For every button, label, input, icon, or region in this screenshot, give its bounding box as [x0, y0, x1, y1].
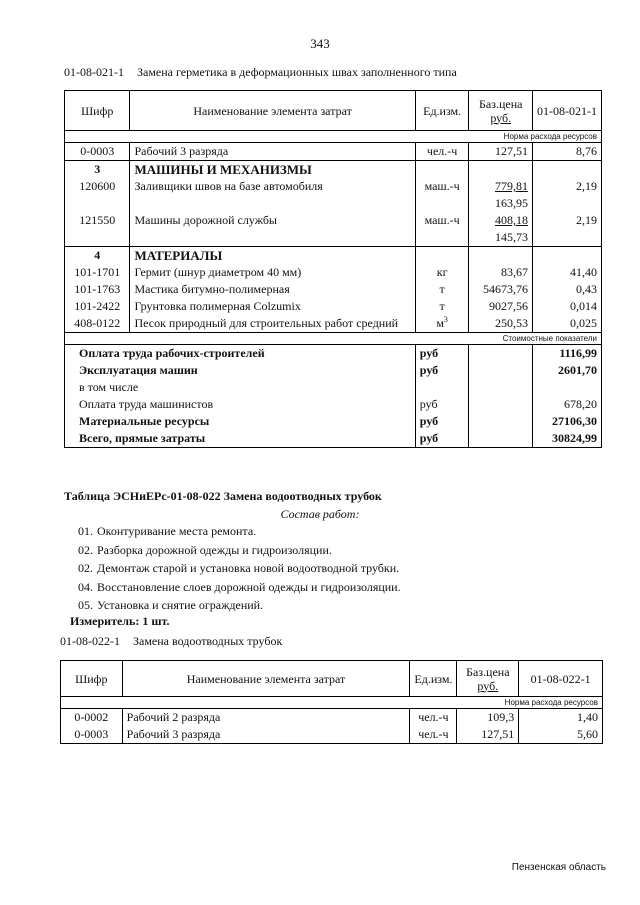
summary-unit: руб — [415, 413, 469, 430]
group-title: МАШИНЫ И МЕХАНИЗМЫ — [130, 161, 415, 179]
list-item — [78, 559, 401, 578]
summary-unit: руб — [415, 362, 469, 379]
norm-note: Норма расхода ресурсов — [61, 697, 603, 709]
table-caption: Таблица ЭСНиЕРс-01-08-022 Замена водоотводных трубок — [64, 489, 382, 503]
table-row — [65, 212, 602, 247]
table-row — [65, 264, 602, 281]
col-header-code: 01-08-021-1 — [532, 91, 601, 131]
table-row — [65, 143, 602, 161]
summary-label: Всего, прямые затраты — [65, 430, 416, 448]
region-footer: Пензенская область — [511, 862, 606, 873]
step-text: Демонтаж старой и установка новой водоотводной трубки. — [97, 561, 400, 575]
summary-value — [532, 379, 601, 396]
unit-superscript: 3 — [443, 315, 448, 324]
summary-value: 27106,30 — [532, 413, 601, 430]
summary-label: в том числе — [65, 379, 416, 396]
cell-price: 250,53 — [469, 315, 533, 333]
col-header-price — [457, 661, 519, 697]
work-composition-heading: Состав работ: — [280, 507, 360, 521]
table1-header-row — [65, 91, 602, 131]
summary-unit: руб — [415, 396, 469, 413]
summary-unit: руб — [415, 345, 469, 363]
summary-label: Оплата труда машинистов — [65, 396, 416, 413]
cell-shifr: 0-0003 — [61, 726, 123, 744]
group-heading-materials — [65, 247, 602, 265]
cell-price: 109,3 — [457, 709, 519, 727]
list-item — [78, 596, 401, 615]
cell-price: 83,67 — [469, 264, 533, 281]
col-header-shifr: Шифр — [61, 661, 123, 697]
step-text: Восстановление слоев дорожной одежды и гидроизоляции. — [97, 579, 401, 594]
section2-code: 01-08-022-1 — [60, 634, 120, 648]
table-row — [65, 281, 602, 298]
section2-title — [60, 634, 282, 649]
table-row — [65, 298, 602, 315]
cell-unit: чел.-ч — [410, 709, 457, 727]
cell-price-labor: 163,95 — [494, 196, 528, 210]
summary-row — [65, 396, 602, 413]
cell-unit: чел.-ч — [410, 726, 457, 744]
col-header-price-line1: Баз.цена — [466, 664, 510, 679]
resource-table-2 — [60, 660, 603, 744]
summary-value: 1116,99 — [532, 345, 601, 363]
cell-price-main: 408,18 — [494, 213, 528, 227]
group-number: 3 — [65, 161, 130, 179]
step-number: 05. — [78, 598, 93, 612]
step-text: Установка и снятие ограждений. — [97, 598, 264, 612]
cell-name: Мастика битумно-полимерная — [130, 281, 415, 298]
cell-name: Грунтовка полимерная Colzumix — [130, 298, 415, 315]
cell-unit: маш.-ч — [415, 178, 469, 212]
section2-name: Замена водоотводных трубок — [133, 634, 283, 648]
cell-unit: кг — [415, 264, 469, 281]
cell-price: 54673,76 — [469, 281, 533, 298]
work-steps-list — [78, 522, 401, 615]
cell-unit — [415, 315, 469, 333]
cell-unit: чел.-ч — [415, 143, 469, 161]
norm-note-row — [61, 697, 603, 709]
cost-note: Стоимостные показатели — [65, 333, 602, 345]
unit-text: м — [436, 316, 444, 330]
cell-unit: т — [415, 298, 469, 315]
table2-header-row — [61, 661, 603, 697]
cell-price — [469, 212, 533, 247]
cell-price: 127,51 — [457, 726, 519, 744]
norm-note: Норма расхода ресурсов — [65, 131, 602, 143]
cell-unit: т — [415, 281, 469, 298]
step-number: 04. — [78, 579, 93, 594]
step-text: Разборка дорожной одежды и гидроизоляции. — [97, 542, 332, 557]
cell-shifr: 101-1701 — [65, 264, 130, 281]
summary-row — [65, 413, 602, 430]
summary-label: Оплата труда рабочих-строителей — [65, 345, 416, 363]
cell-qty: 8,76 — [532, 143, 601, 161]
cost-note-row — [65, 333, 602, 345]
table-row — [65, 178, 602, 212]
summary-unit: руб — [415, 430, 469, 448]
section1-name: Замена герметика в деформационных швах заполненного типа — [137, 65, 457, 79]
group-heading-machines — [65, 161, 602, 179]
summary-value: 678,20 — [532, 396, 601, 413]
measurement-unit: Измеритель: 1 шт. — [70, 614, 170, 628]
summary-row — [65, 379, 602, 396]
cell-shifr: 0-0003 — [65, 143, 130, 161]
cell-shifr: 0-0002 — [61, 709, 123, 727]
summary-value: 30824,99 — [532, 430, 601, 448]
summary-row — [65, 362, 602, 379]
col-header-shifr: Шифр — [65, 91, 130, 131]
cell-name: Рабочий 3 разряда — [130, 143, 415, 161]
col-header-code: 01-08-022-1 — [519, 661, 603, 697]
col-header-name: Наименование элемента затрат — [122, 661, 410, 697]
cell-name: Заливщики швов на базе автомобиля — [130, 178, 415, 212]
cell-price-main: 779,81 — [494, 179, 528, 193]
table-row — [61, 709, 603, 727]
col-header-price-line2: руб. — [477, 678, 499, 693]
cell-shifr: 120600 — [65, 178, 130, 212]
cell-price: 9027,56 — [469, 298, 533, 315]
cell-price-labor: 145,73 — [494, 230, 528, 244]
page-number: 343 — [310, 36, 330, 51]
cell-price — [469, 178, 533, 212]
group-title: МАТЕРИАЛЫ — [130, 247, 415, 265]
cell-qty: 0,014 — [532, 298, 601, 315]
cell-shifr: 101-2422 — [65, 298, 130, 315]
col-header-name: Наименование элемента затрат — [130, 91, 415, 131]
step-number: 02. — [78, 542, 93, 557]
col-header-price-line1: Баз.цена — [478, 96, 523, 111]
col-header-unit: Ед.изм. — [410, 661, 457, 697]
table-row — [61, 726, 603, 744]
cell-shifr: 101-1763 — [65, 281, 130, 298]
list-item — [78, 578, 401, 597]
cell-name: Машины дорожной службы — [130, 212, 415, 247]
col-header-unit: Ед.изм. — [415, 91, 469, 131]
step-number: 02. — [78, 561, 93, 575]
summary-label: Эксплуатация машин — [65, 362, 416, 379]
cell-qty: 5,60 — [519, 726, 603, 744]
summary-row — [65, 430, 602, 448]
col-header-price — [469, 91, 533, 131]
resource-table-1 — [64, 90, 602, 448]
cell-shifr: 408-0122 — [65, 315, 130, 333]
norm-note-row — [65, 131, 602, 143]
summary-row — [65, 345, 602, 363]
cell-shifr: 121550 — [65, 212, 130, 247]
cell-qty: 0,43 — [532, 281, 601, 298]
cell-price: 127,51 — [469, 143, 533, 161]
group-number: 4 — [65, 247, 130, 265]
cell-unit: маш.-ч — [415, 212, 469, 247]
cell-qty: 2,19 — [532, 212, 601, 247]
step-number: 01. — [78, 524, 93, 538]
cell-qty: 41,40 — [532, 264, 601, 281]
list-item — [78, 541, 401, 560]
section1-code: 01-08-021-1 — [64, 65, 124, 79]
list-item — [78, 522, 401, 541]
cell-name: Рабочий 2 разряда — [122, 709, 410, 727]
cell-qty: 1,40 — [519, 709, 603, 727]
cell-qty: 0,025 — [532, 315, 601, 333]
cell-name: Гермит (шнур диаметром 40 мм) — [130, 264, 415, 281]
section1-title — [64, 65, 457, 80]
cell-name: Рабочий 3 разряда — [122, 726, 410, 744]
table-row — [65, 315, 602, 333]
step-text: Оконтуривание места ремонта. — [97, 524, 257, 538]
summary-value: 2601,70 — [532, 362, 601, 379]
cell-qty: 2,19 — [532, 178, 601, 212]
cell-name: Песок природный для строительных работ средний — [130, 315, 415, 333]
summary-label: Материальные ресурсы — [65, 413, 416, 430]
col-header-price-line2: руб. — [490, 110, 512, 125]
summary-unit — [415, 379, 469, 396]
